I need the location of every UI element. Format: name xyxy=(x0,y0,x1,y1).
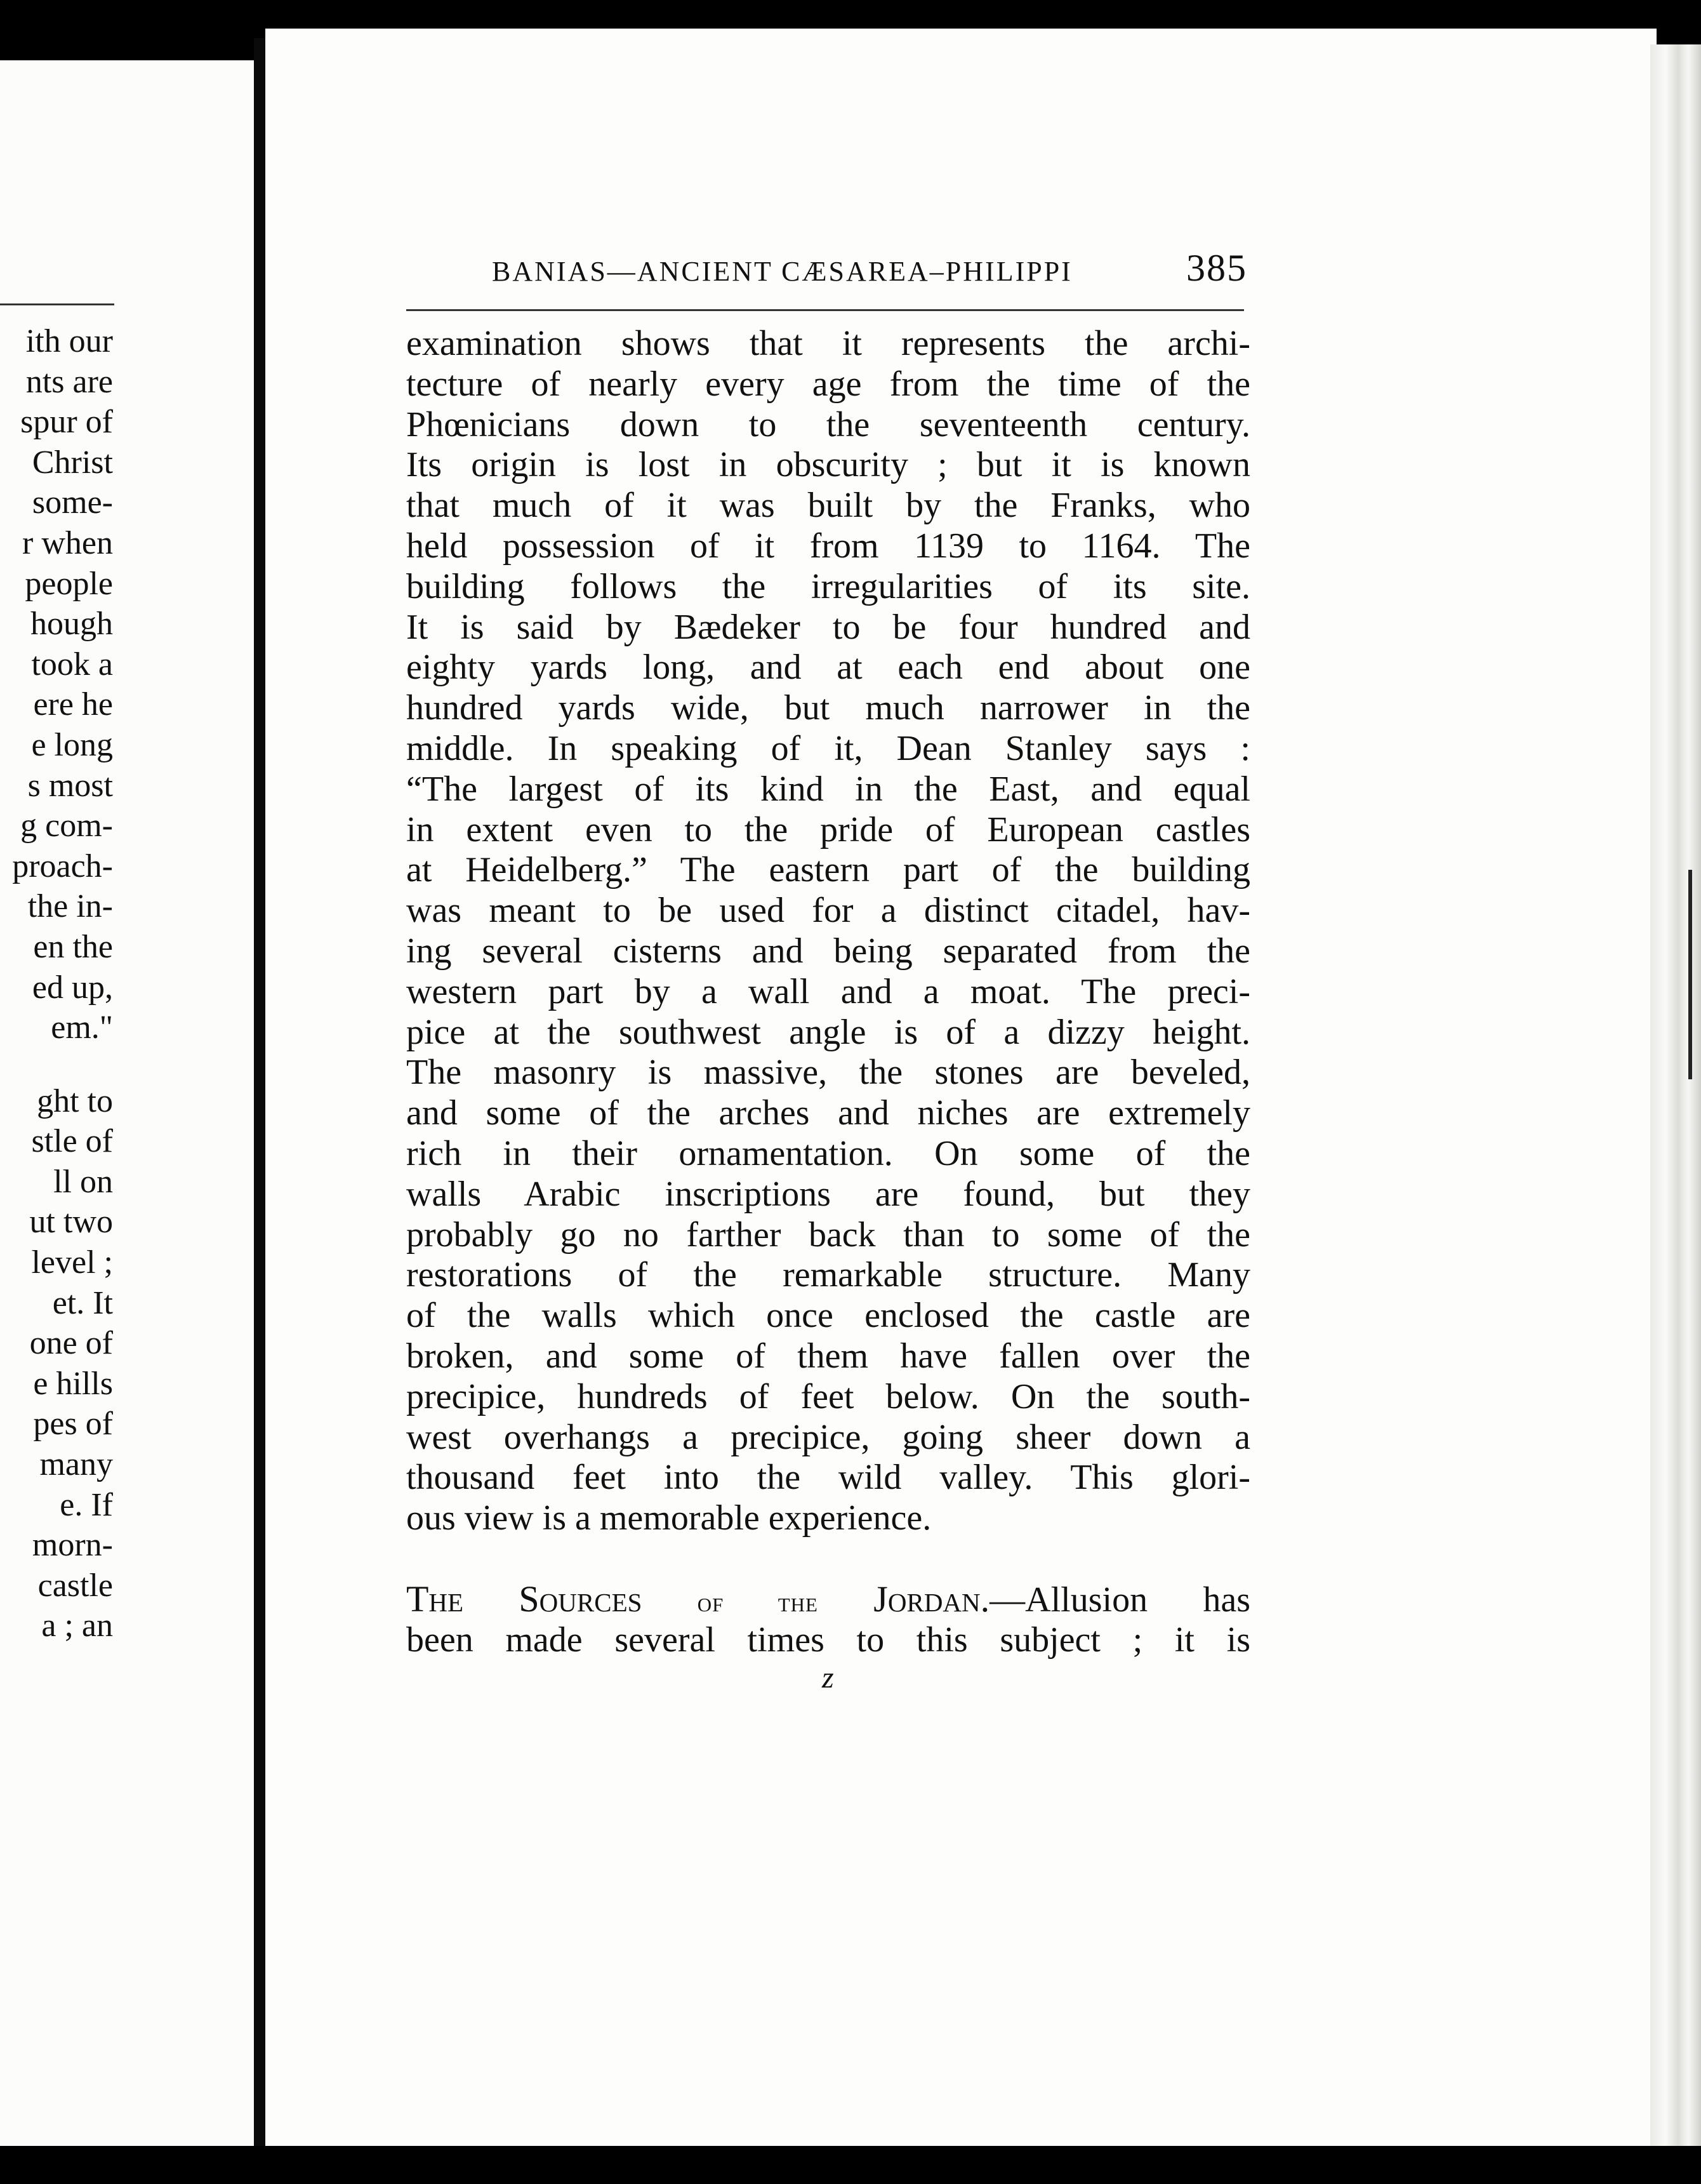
left-line: Christ xyxy=(32,444,113,481)
text-line: tecture of nearly every age from the time of the xyxy=(406,364,1250,404)
left-line: et. It xyxy=(52,1284,113,1321)
heading-word: Jordan. xyxy=(873,1578,990,1620)
left-line: em." xyxy=(51,1009,113,1046)
section-paragraph xyxy=(406,1579,1250,1660)
text-line: thousand feet into the wild valley. This glori- xyxy=(406,1458,1250,1498)
text-line: walls Arabic inscriptions are found, but they xyxy=(406,1174,1250,1214)
left-line: spur of xyxy=(20,404,113,441)
left-line: e long xyxy=(31,726,113,763)
running-title: BANIAS—ANCIENT CÆSAREA–PHILIPPI xyxy=(492,256,1073,287)
left-line: ll on xyxy=(53,1163,113,1200)
text-line: examination shows that it represents the archi- xyxy=(406,324,1250,363)
page-edges xyxy=(1650,44,1701,2146)
text-line: ing several cisterns and being separated from the xyxy=(406,931,1250,971)
heading-word: of the xyxy=(697,1587,818,1618)
left-line: e hills xyxy=(33,1365,113,1402)
text-line: building follows the irregularities of its site. xyxy=(406,566,1250,606)
left-line: ere he xyxy=(33,686,113,723)
left-line: people xyxy=(25,565,113,602)
heading-word: Sources xyxy=(519,1578,642,1620)
text-line: at Heidelberg.” The eastern part of the building xyxy=(406,850,1250,890)
body-paragraph xyxy=(406,324,1250,1539)
text-line: The masonry is massive, the stones are beveled, xyxy=(406,1053,1250,1093)
section-text: —Allusion has xyxy=(989,1580,1251,1620)
left-line: g com- xyxy=(20,808,113,844)
left-line: morn- xyxy=(32,1527,113,1564)
left-line: r when xyxy=(22,524,113,561)
left-line: some- xyxy=(32,484,113,521)
left-line: stle of xyxy=(31,1123,113,1160)
text-line: eighty yards long, and at each end about one xyxy=(406,648,1250,688)
book-gutter xyxy=(254,38,265,2152)
left-line: s most xyxy=(27,767,113,804)
text-line: “The largest of its kind in the East, and equal xyxy=(406,769,1250,809)
text-line: of the walls which once enclosed the castle are xyxy=(406,1296,1250,1336)
left-line: ut two xyxy=(29,1204,113,1241)
running-header xyxy=(492,247,1247,293)
scan-border xyxy=(0,2146,1701,2184)
text-line: restorations of the remarkable structure. Many xyxy=(406,1255,1250,1295)
heading-word: The xyxy=(406,1578,464,1620)
left-page-text xyxy=(0,321,113,1646)
text-line: ous view is a memorable experience. xyxy=(406,1498,932,1538)
header-rule xyxy=(406,309,1244,311)
text-line: precipice, hundreds of feet below. On the south- xyxy=(406,1376,1250,1416)
text-line: probably go no farther back than to some of the xyxy=(406,1215,1250,1255)
page-number: 385 xyxy=(1186,247,1247,289)
left-line: proach- xyxy=(12,848,113,884)
left-line: one of xyxy=(29,1325,113,1362)
text-line: in extent even to the pride of European castles xyxy=(406,809,1250,849)
text-line: been made several times to this subject ; it is xyxy=(406,1620,1250,1660)
text-line: middle. In speaking of it, Dean Stanley says : xyxy=(406,728,1250,768)
left-line: nts are xyxy=(25,363,113,400)
section-heading xyxy=(406,1580,989,1620)
paragraph-gap xyxy=(0,1048,113,1081)
left-line: en the xyxy=(33,928,113,965)
left-line: ght to xyxy=(37,1082,113,1119)
left-line: pes of xyxy=(33,1406,113,1442)
text-line: western part by a wall and a moat. The preci- xyxy=(406,971,1250,1011)
left-line: took a xyxy=(31,646,113,682)
left-line: hough xyxy=(30,606,113,643)
left-line: level ; xyxy=(31,1244,113,1281)
text-line: rich in their ornamentation. On some of the xyxy=(406,1133,1250,1173)
left-page-rule xyxy=(0,303,114,305)
left-line: ed up, xyxy=(32,969,113,1006)
text-line: broken, and some of them have fallen over the xyxy=(406,1336,1250,1376)
text-line: Phœnicians down to the seventeenth century. xyxy=(406,404,1250,444)
text-line: was meant to be used for a distinct citadel, hav- xyxy=(406,891,1250,931)
text-line: It is said by Bædeker to be four hundred and xyxy=(406,607,1250,647)
text-line: Its origin is lost in obscurity ; but it is known xyxy=(406,445,1250,485)
section-heading-line xyxy=(406,1579,1250,1620)
text-line: that much of it was built by the Franks, who xyxy=(406,486,1250,526)
left-line: a ; an xyxy=(41,1608,113,1644)
left-line: ith our xyxy=(25,323,113,359)
text-line: hundred yards wide, but much narrower in the xyxy=(406,688,1250,728)
text-line: pice at the southwest angle is of a dizzy height. xyxy=(406,1012,1250,1052)
signature-mark: z xyxy=(822,1661,834,1695)
left-line: the in- xyxy=(27,888,113,925)
left-line: many xyxy=(39,1446,113,1483)
page-edge-shadow xyxy=(1688,870,1692,1079)
text-line: west overhangs a precipice, going sheer down a xyxy=(406,1417,1250,1457)
left-line: castle xyxy=(37,1567,113,1604)
text-line: held possession of it from 1139 to 1164. The xyxy=(406,526,1250,566)
left-line: e. If xyxy=(60,1486,113,1523)
text-line: and some of the arches and niches are extremely xyxy=(406,1093,1250,1133)
